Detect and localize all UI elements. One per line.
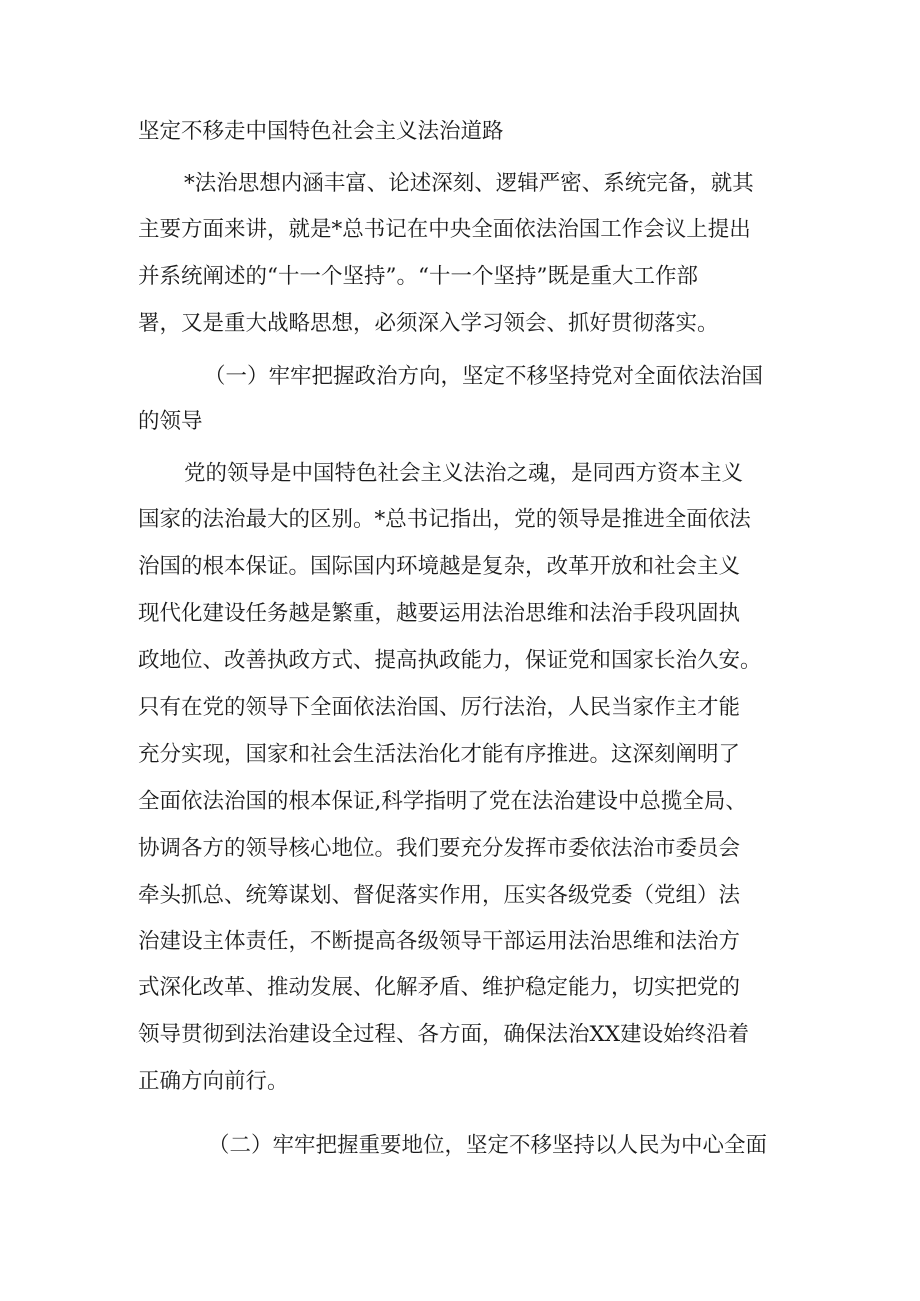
paragraph-line: 党的领导是中国特色社会主义法治之魂，是同西方资本主义 (184, 461, 744, 486)
paragraph-line: 并系统阐述的“十一个坚持”。“十一个坚持”既是重大工作部 (138, 264, 698, 289)
paragraph-line: 协调各方的领导核心地位。我们要充分发挥市委依法治市委员会 (138, 836, 741, 861)
paragraph-line: 国家的法治最大的区别。*总书记指出，党的领导是推进全面依法 (138, 507, 751, 532)
paragraph-line: *法治思想内涵丰富、论述深刻、逻辑严密、系统完备，就其 (184, 171, 754, 196)
subsection-heading: （二）牢牢把握重要地位，坚定不移坚持以人民为中心全面 (208, 1133, 768, 1158)
section-heading: 坚定不移走中国特色社会主义法治道路 (138, 119, 504, 144)
paragraph-line: 政地位、改善执政方式、提高执政能力，保证党和国家长治久安。 (138, 648, 762, 673)
paragraph-line: 牵头抓总、统筹谋划、督促落实作用，压实各级党委（党组）法 (138, 883, 741, 908)
paragraph-line: 署，又是重大战略思想，必须深入学习领会、抓好贯彻落实。 (138, 311, 719, 336)
paragraph-line: 治国的根本保证。国际国内环境越是复杂，改革开放和社会主义 (138, 554, 741, 579)
paragraph-line: 式深化改革、推动发展、化解矛盾、维护稳定能力，切实把党的 (138, 975, 741, 1000)
paragraph-line: 领导贯彻到法治建设全过程、各方面，确保法治XX建设始终沿着 (138, 1022, 750, 1047)
paragraph-line: 充分实现，国家和社会生活法治化才能有序推进。这深刻阐明了 (138, 742, 741, 767)
subsection-heading: （一）牢牢把握政治方向，坚定不移坚持党对全面依法治国 (204, 364, 764, 389)
paragraph-line: 全面依法治国的根本保证,科学指明了党在法治建设中总揽全局、 (138, 789, 747, 814)
subsection-heading-continued: 的领导 (138, 409, 203, 434)
paragraph-line: 只有在党的领导下全面依法治国、厉行法治，人民当家作主才能 (138, 695, 741, 720)
paragraph-line: 正确方向前行。 (138, 1069, 289, 1094)
paragraph-line: 主要方面来讲，就是*总书记在中央全面依法治国工作会议上提出 (138, 217, 751, 242)
paragraph-line: 治建设主体责任，不断提高各级领导干部运用法治思维和法治方 (138, 929, 741, 954)
paragraph-line: 现代化建设任务越是繁重，越要运用法治思维和法治手段巩固执 (138, 601, 741, 626)
